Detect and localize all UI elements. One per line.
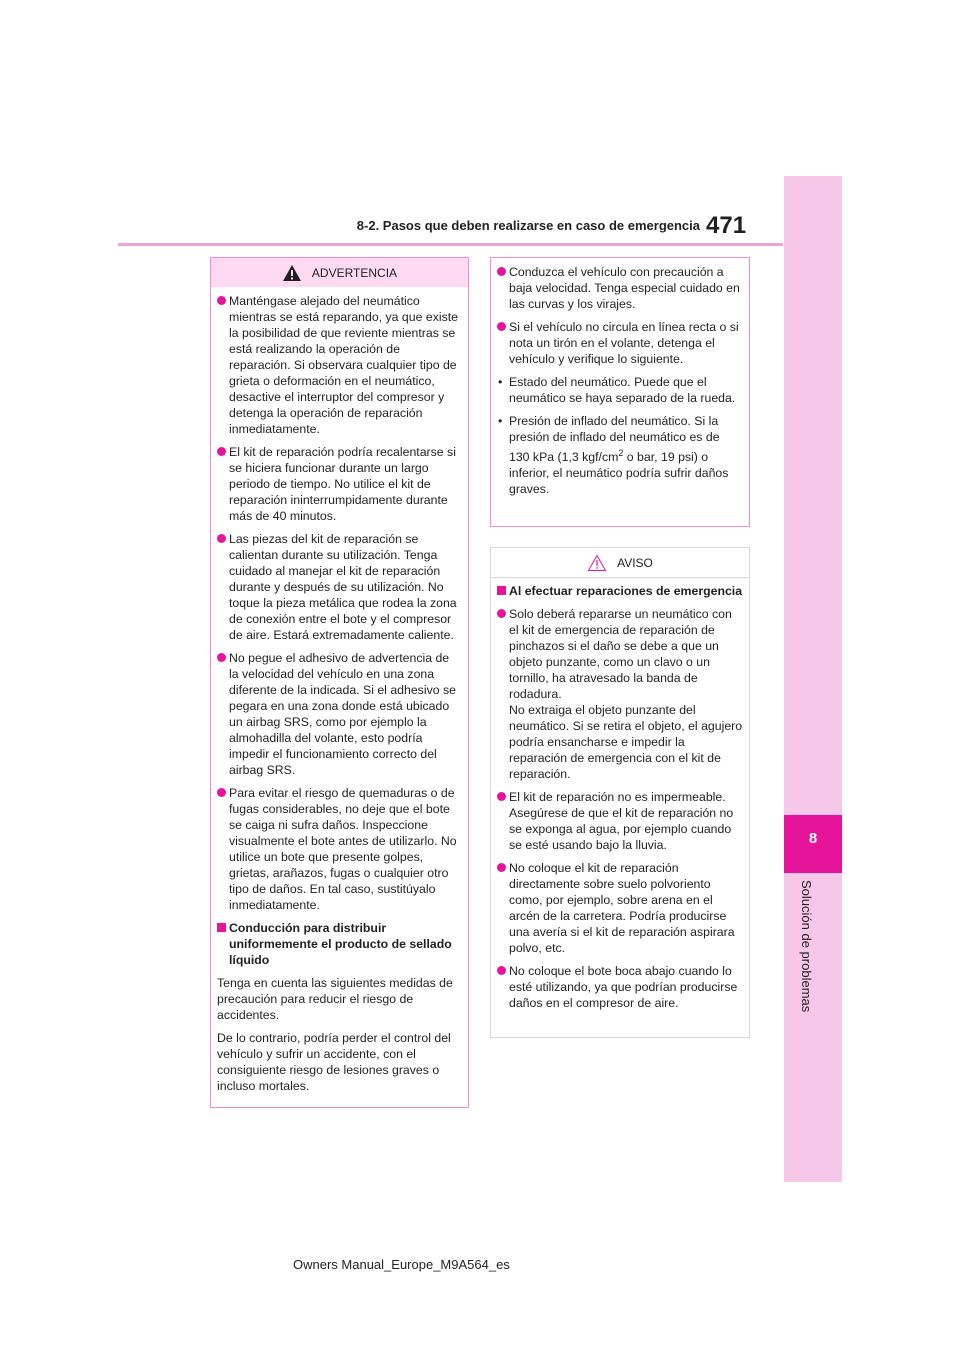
bullet-icon bbox=[497, 609, 506, 618]
item-text: Conduzca el vehículo con precaución a baja velocidad. Tenga especial cuidado en las curvas y los virajes. bbox=[509, 265, 740, 311]
list-item bbox=[497, 606, 743, 782]
item-text: No pegue el adhesivo de advertencia de la velocidad del vehículo en una zona diferente de la indicada. Si el adhesivo se pegara en una zona donde está ubicado un airbag SRS, como por ejemplo la almohadilla del volante, esto podría impedir el funcionamiento correcto del airbag SRS. bbox=[229, 651, 456, 777]
page-number: 471 bbox=[706, 212, 747, 239]
subheading-text: Al efectuar reparaciones de emergencia bbox=[509, 584, 743, 598]
bullet-icon bbox=[217, 653, 226, 662]
superscript: 2 bbox=[618, 448, 624, 458]
caution-triangle-icon bbox=[587, 554, 607, 572]
item-text: No extraiga el objeto punzante del neumático. Si se retira el objeto, el agujero podría ensancharse e impedir la reparación de emergencia con el kit de reparación. bbox=[509, 703, 743, 781]
item-text: Manténgase alejado del neumático mientras se está reparando, ya que existe la posibilidad de que reviente mientras se está realizando la operación de reparación. Si observara cualquier tipo de grieta o deformación en el neumático, desactive el interruptor del compresor y detenga la operación de reparación inmediatamente. bbox=[229, 294, 458, 436]
dot-marker: • bbox=[498, 414, 503, 428]
bullet-icon bbox=[497, 792, 506, 801]
list-item bbox=[497, 319, 743, 367]
item-text: o bar, 19 psi) o inferior, el neumático podría sufrir daños graves. bbox=[509, 450, 729, 497]
bullet-icon bbox=[497, 863, 506, 872]
item-text: Solo deberá repararse un neumático con el kit de emergencia de reparación de pinchazos si el daño se debe a que un objeto punzante, como un clavo o un tornillo, ha atravesado la banda de rodadura. bbox=[509, 607, 732, 701]
warning-triangle-icon bbox=[282, 264, 302, 282]
warning-paragraph: De lo contrario, podría perder el control del vehículo y sufrir un accidente, con el consiguiente riesgo de lesiones graves o incluso mortales. bbox=[217, 1031, 451, 1093]
notice-label: AVISO bbox=[617, 555, 653, 570]
notice-subheading bbox=[497, 583, 743, 599]
bullet-icon bbox=[497, 966, 506, 975]
subheading-text: Conducción para distribuir uniformemente el producto de sellado líquido bbox=[229, 921, 452, 967]
sub-list-item bbox=[497, 413, 743, 497]
list-item bbox=[497, 963, 743, 1011]
notice-content bbox=[497, 583, 743, 1018]
list-item bbox=[217, 444, 462, 524]
bullet-icon bbox=[497, 267, 506, 276]
square-bullet-icon bbox=[497, 586, 506, 595]
item-text: El kit de reparación no es impermeable. Asegúrese de que el kit de reparación no se exponga al agua, por ejemplo cuando se esté usando bajo la lluvia. bbox=[509, 790, 734, 852]
item-text: Estado del neumático. Puede que el neumático se haya separado de la rueda. bbox=[509, 375, 736, 405]
warning-header bbox=[211, 258, 468, 287]
warning-continuation-box bbox=[490, 257, 750, 527]
chapter-title bbox=[799, 880, 823, 1040]
warning-box bbox=[210, 257, 469, 1108]
header-rule bbox=[118, 243, 783, 246]
list-item bbox=[497, 264, 743, 312]
warning-subheading bbox=[217, 920, 462, 968]
item-text: No coloque el bote boca abajo cuando lo esté utilizando, ya que podrían producirse daños en el compresor de aire. bbox=[509, 964, 738, 1010]
list-item bbox=[217, 531, 462, 643]
item-text: Las piezas del kit de reparación se calientan durante su utilización. Tenga cuidado al manejar el kit de reparación durante y después de su utilización. No toque la pieza metálica que rodea la zona de conexión entre el bote y el compresor de aire. Estará extremadamente caliente. bbox=[229, 532, 457, 642]
item-text: Para evitar el riesgo de quemaduras o de fugas considerables, no deje que el bote se caiga ni sufra daños. Inspeccione visualmente el bote antes de utilizarlo. No utilice un bote que presente golpes, grietas, arañazos, fugas o cualquier otro tipo de daños. En tal caso, sustitúyalo inmediatamente. bbox=[229, 786, 457, 912]
list-item bbox=[497, 789, 743, 853]
notice-header bbox=[491, 548, 749, 578]
footer-text: Owners Manual_Europe_M9A564_es bbox=[293, 1257, 510, 1272]
list-item bbox=[217, 293, 462, 437]
bullet-icon bbox=[217, 296, 226, 305]
list-item bbox=[217, 650, 462, 778]
item-text: No coloque el kit de reparación directamente sobre suelo polvoriento como, por ejemplo, sobre arena en el arcén de la carretera. Podría producirse una avería si el kit de reparación aspirara polvo, etc. bbox=[509, 861, 735, 955]
bullet-icon bbox=[217, 788, 226, 797]
continuation-content bbox=[497, 264, 743, 504]
bullet-icon bbox=[217, 534, 226, 543]
item-text: Si el vehículo no circula en línea recta o si nota un tirón en el volante, detenga el vehículo y verifique lo siguiente. bbox=[509, 320, 739, 366]
bullet-icon bbox=[497, 322, 506, 331]
warning-paragraph: Tenga en cuenta las siguientes medidas de precaución para reducir el riesgo de accidentes. bbox=[217, 976, 453, 1022]
list-item bbox=[497, 860, 743, 956]
dot-marker: • bbox=[498, 375, 503, 389]
square-bullet-icon bbox=[217, 923, 226, 932]
chapter-number: 8 bbox=[808, 830, 818, 847]
notice-box bbox=[490, 547, 750, 1038]
chapter-title-text: Solución de problemas bbox=[799, 880, 814, 1013]
warning-label: ADVERTENCIA bbox=[311, 265, 398, 280]
item-text: Presión de inflado del neumático. Si la presión de inflado del neumático es de 130 kPa (1,3 kgf/cm bbox=[509, 414, 720, 465]
sub-list-item bbox=[497, 374, 743, 406]
list-item bbox=[217, 785, 462, 913]
item-text: El kit de reparación podría recalentarse si se hiciera funcionar durante un largo periodo de tiempo. No utilice el kit de reparación ininterrumpidamente durante más de 40 minutos. bbox=[229, 445, 456, 523]
warning-content bbox=[217, 293, 462, 1101]
section-title: 8-2. Pasos que deben realizarse en caso de emergencia bbox=[356, 218, 700, 233]
bullet-icon bbox=[217, 447, 226, 456]
